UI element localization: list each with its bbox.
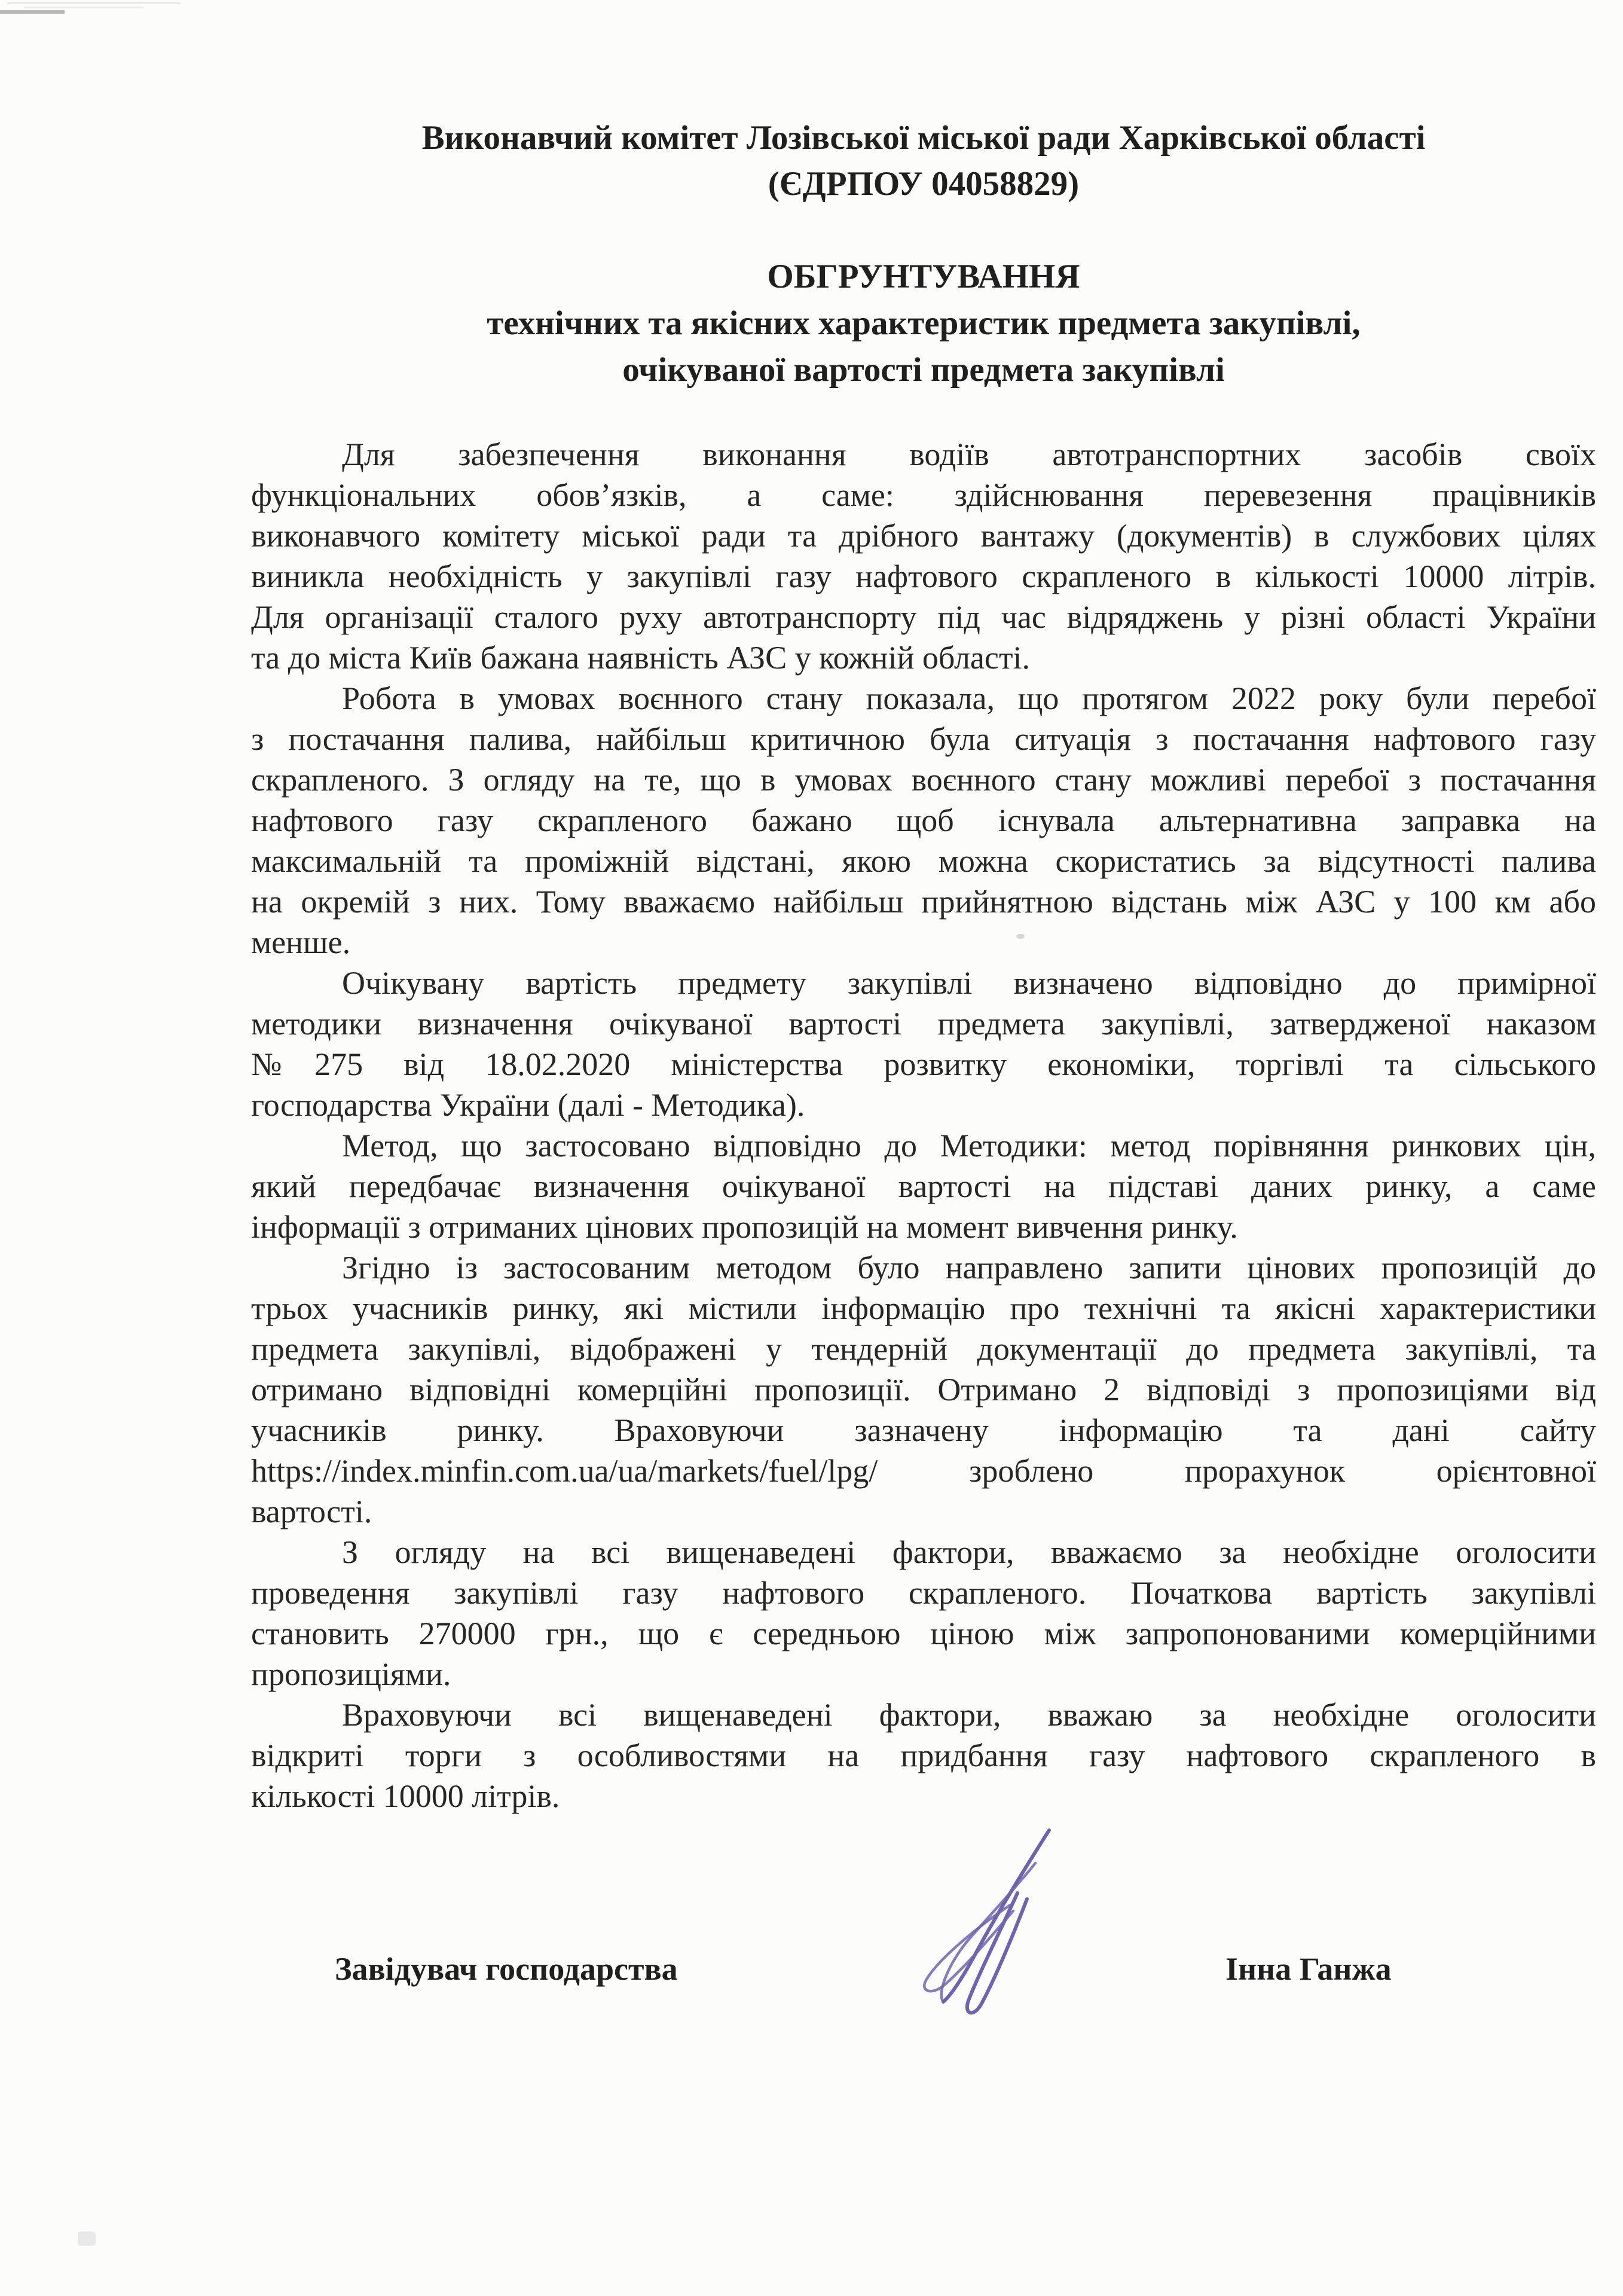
body-line: Для організації сталого руху автотранспорту під час відряджень у різні області України xyxy=(251,599,1596,635)
body-line: господарства України (далі - Методика). xyxy=(251,1087,805,1123)
page-subtitle-1: технічних та якісних характеристик предмета закупівлі, xyxy=(487,304,1361,342)
body-line: функціональних обов’язків, а саме: здійснювання перевезення працівників xyxy=(251,477,1596,513)
body-line: предмета закупівлі, відображені у тендерній документації до предмета закупівлі, та xyxy=(251,1331,1596,1367)
body-line: Очікувану вартість предмету закупівлі визначено відповідно до примірної xyxy=(342,965,1596,1001)
body-line: Враховуючи всі вищенаведені фактори, вважаю за необхідне оголосити xyxy=(342,1697,1596,1733)
handwritten-signature xyxy=(879,1821,1070,2019)
body-line: отримано відповідні комерційні пропозиції. Отримано 2 відповіді з пропозиціями від xyxy=(251,1372,1596,1407)
signatory-name: Інна Ганжа xyxy=(1225,1951,1392,1987)
page-subtitle-2: очікуваної вартості предмета закупівлі xyxy=(622,351,1225,389)
body-line: кількості 10000 літрів. xyxy=(251,1778,560,1814)
body-line: https://index.minfin.com.ua/ua/markets/fuel/lpg/ зроблено прорахунок орієнтовної xyxy=(251,1453,1596,1489)
body-line: Робота в умовах воєнного стану показала, що протягом 2022 року були перебої xyxy=(342,680,1596,716)
body-line: трьох учасників ринку, які містили інформацію про технічні та якісні характеристики xyxy=(251,1290,1596,1326)
body-line: нафтового газу скрапленого бажано щоб існувала альтернативна заправка на xyxy=(251,802,1596,838)
body-line: Метод, що застосовано відповідно до Методики: метод порівняння ринкових цін, xyxy=(342,1128,1596,1164)
body-line: з постачання палива, найбільш критичною була ситуація з постачання нафтового газу xyxy=(251,721,1596,757)
org-name: Виконавчий комітет Лозівської міської ради Харківської області xyxy=(421,119,1426,157)
paragraph xyxy=(251,963,1596,1125)
body-line: учасників ринку. Враховуючи зазначену інформацію та дані сайту xyxy=(251,1412,1596,1448)
scan-artifact xyxy=(7,2,181,4)
paragraph xyxy=(251,1532,1596,1694)
page-title: ОБГРУНТУВАННЯ xyxy=(767,258,1080,295)
paragraph xyxy=(251,1125,1596,1247)
body-line: максимальній та проміжній відстані, якою можна скористатись за відсутності палива xyxy=(251,843,1596,879)
org-header xyxy=(251,115,1596,207)
scan-artifact xyxy=(0,10,65,14)
body-line: скрапленого. З огляду на те, що в умовах воєнного стану можливі перебої з постачання xyxy=(251,762,1596,798)
signatory-position: Завідувач господарства xyxy=(335,1951,678,1987)
document-title-block xyxy=(251,254,1596,393)
body-line: Для забезпечення виконання водіїв автотранспортних засобів своїх xyxy=(342,436,1596,472)
paragraph xyxy=(251,434,1596,678)
body-line: З огляду на всі вищенаведені фактори, вважаємо за необхідне оголосити xyxy=(342,1534,1596,1570)
body-line: проведення закупівлі газу нафтового скрапленого. Початкова вартість закупівлі xyxy=(251,1575,1596,1611)
scan-artifact xyxy=(78,2231,96,2246)
body-line: виникла необхідність у закупівлі газу нафтового скрапленого в кількості 10000 літрів. xyxy=(251,558,1596,594)
body-line: на окремій з них. Тому вважаємо найбільш прийнятною відстань між АЗС у 100 км або xyxy=(251,884,1596,920)
body-line: пропозиціями. xyxy=(251,1656,451,1692)
body-line: менше. xyxy=(251,924,351,960)
org-code: (ЄДРПОУ 04058829) xyxy=(768,165,1080,203)
paragraph xyxy=(251,1247,1596,1532)
body-line: №275 від 18.02.2020 міністерства розвитку економіки, торгівлі та сільського xyxy=(251,1046,1596,1082)
paragraph xyxy=(251,1694,1596,1816)
body-line: методики визначення очікуваної вартості предмета закупівлі, затвердженої наказом xyxy=(251,1006,1596,1042)
body-line: Згідно із застосованим методом було направлено запити цінових пропозицій до xyxy=(342,1250,1596,1286)
document-body xyxy=(251,434,1596,1816)
body-line: який передбачає визначення очікуваної вартості на підставі даних ринку, а саме xyxy=(251,1168,1596,1204)
body-line: виконавчого комітету міської ради та дрібного вантажу (документів) в службових цілях xyxy=(251,518,1596,554)
paragraph xyxy=(251,678,1596,963)
body-line: вартості. xyxy=(251,1494,372,1529)
body-line: та до міста Київ бажана наявність АЗС у кожній області. xyxy=(251,640,1030,676)
body-line: інформації з отриманих цінових пропозицій на момент вивчення ринку. xyxy=(251,1209,1238,1245)
body-line: відкриті торги з особливостями на придбання газу нафтового скрапленого в xyxy=(251,1738,1596,1773)
scan-artifact xyxy=(24,7,143,8)
body-line: становить 270000 грн., що є середньою ціною між запропонованими комерційними xyxy=(251,1616,1596,1651)
